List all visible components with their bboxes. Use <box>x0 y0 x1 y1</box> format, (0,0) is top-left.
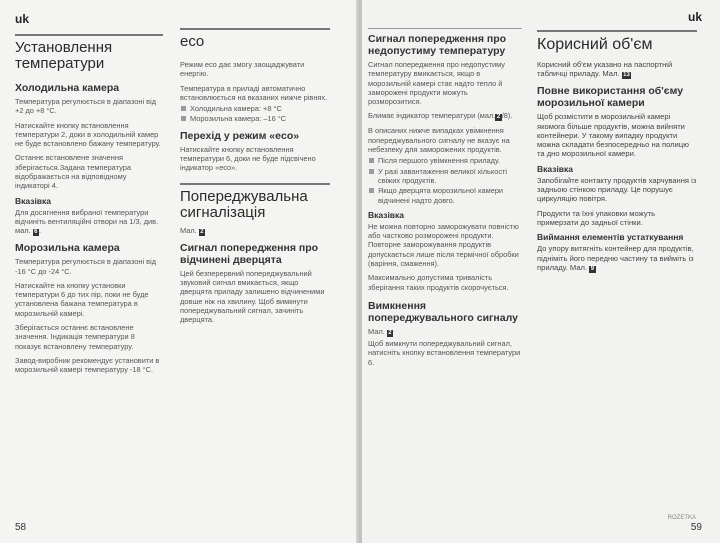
paragraph: Цей безперервний попереджувальний звуковий сигнал вмикається, якщо дверцята приладу залишено відчиненими довше ніж на хвилину. Щоб вимкнути попереджувальний сигнал, зачиніть дверцята. <box>180 268 325 325</box>
bullet-icon <box>369 158 374 163</box>
note-paragraph: Запобігайте контакту продуктів харчування із задньою стінкою приладу. Це порушує циркуляцію повітря. <box>537 175 697 204</box>
bullet-icon <box>369 188 374 193</box>
paragraph: Натискайте кнопку встановлення температури 2, доки в холодильній камер не буде встановлено бажану температуру. <box>15 120 161 149</box>
figure-ref-line: Мал. 2 <box>180 225 204 235</box>
subsection-heading: Сигнал попередження про недопустиму температуру <box>368 33 507 57</box>
page-number: 59 <box>690 522 702 533</box>
paragraph: Корисний об'єм указано на паспортній табличці приладу. Мал. 13 <box>537 60 673 79</box>
list-item: Після першого увімкнення приладу. <box>368 156 522 165</box>
section-title: Установлення температури <box>15 39 113 72</box>
note-paragraph: Для досягнення вибраної температури відчиніть вентиляційні отвори на 1/3, див. мал. 6 . <box>15 207 159 236</box>
paragraph: Натискайте на кнопку установки температури 6 до тих пір, поки не буде установлена бажана температура в морозильній камері. <box>15 280 149 318</box>
paragraph: Режим eco дає змогу заощаджувати енергію. <box>180 60 305 79</box>
section-rule <box>368 28 522 29</box>
section-rule <box>537 30 697 32</box>
paragraph: Температура регулюється в діапазоні від -16 °С до -24 °С. <box>15 257 157 276</box>
section-rule <box>180 183 330 185</box>
list-item: Якщо дверцята морозильної камери відчинені надто довго. <box>368 186 522 205</box>
paragraph: Щоб вимкнути попереджувальний сигнал, натисніть кнопку встановлення температури 6. <box>368 338 521 367</box>
figure-ref-line: Мал. 2 <box>368 326 392 336</box>
right-page <box>362 0 720 543</box>
note-paragraph: Не можна повторно заморожувати повністю або частково розморожені продукти. Повторне заморожування продуктів допускається лише після термічної обробки (варіння, смаження). <box>368 221 519 269</box>
left-column-2 <box>180 28 330 329</box>
note-heading: Вказівка <box>537 163 574 174</box>
right-column-1 <box>368 28 522 372</box>
right-column-2 <box>537 30 697 278</box>
language-tag: uk <box>687 10 702 24</box>
subsection-heading: Сигнал попередження про відчинені дверцята <box>180 241 319 266</box>
paragraph: Останнє встановлене значення зберігається.Задана температура відображається на відповідному індикаторі 4. <box>15 153 131 191</box>
note-heading: Вказівка <box>15 195 52 206</box>
paragraph: Зберігається останнє встановлене значення. Індикація температури 8 показує встановлену температуру. <box>15 323 135 351</box>
page-number: 58 <box>15 522 27 533</box>
figure-ref: 6 <box>34 229 38 236</box>
paragraph: Завод-виробник рекомендує установити в морозильній камері температуру -18 °С. <box>15 355 160 375</box>
subsection-heading: Повне використання об'єму морозильної камери <box>537 85 684 110</box>
language-tag: uk <box>15 12 30 26</box>
subsection-heading: Холодильна камера <box>15 82 120 94</box>
figure-ref: 2 <box>200 228 204 235</box>
subsection-heading: Морозильна камера <box>15 242 120 255</box>
subsection-heading: Перехід у режим «eco» <box>180 129 300 142</box>
list-item: Морозильна камера: –16 °C <box>180 114 330 123</box>
list-item: У разі завантаження великої кількості свіжих продуктів. <box>368 167 522 186</box>
figure-ref: 2 <box>388 329 392 336</box>
paragraph: Блимає індикатор температури (мал. 2 /8). <box>368 111 513 121</box>
note-heading: Вказівка <box>368 209 405 220</box>
figure-ref: 9 <box>590 265 595 272</box>
section-title: Корисний об'єм <box>537 36 653 53</box>
left-page <box>0 0 358 543</box>
left-column-1 <box>15 34 163 380</box>
section-rule <box>180 28 330 30</box>
subsection-heading: Вимкнення попереджувального сигналу <box>368 299 518 324</box>
paragraph: Температура регулюється в діапазоні від +2 до +8 °С. <box>15 97 157 116</box>
paragraph: Температура в приладі автоматично встановлюється на вказаних нижче рівнях. <box>180 83 328 102</box>
list-item: Холодильна камера: +8 °C <box>180 104 330 113</box>
note-paragraph: Продукти та їхні упаковки можуть примерзати до задньої стінки. <box>537 208 656 227</box>
bullet-icon <box>369 169 374 174</box>
bullet-icon <box>181 116 186 121</box>
section-rule <box>15 34 163 36</box>
paragraph: Натискайте кнопку встановлення температури 6, доки не буде підсвічено індикатор «eco». <box>180 144 316 173</box>
paragraph: Сигнал попередження про недопустиму температуру вмикається, якщо в морозильній камері стає надто тепло й заморожені продукти можуть розморозитися. <box>368 60 505 107</box>
section-title: eco <box>180 33 205 50</box>
note-paragraph: Максимально допустима тривалість зберігання таких продуктів скорочується. <box>368 273 509 292</box>
paragraph: До упору витягніть контейнер для продуктів, підніміть його передню частину та вийміть із приладу. Мал. 9 <box>537 244 694 272</box>
figure-ref: 13 <box>623 72 630 79</box>
watermark: ROZETKA <box>667 515 696 521</box>
paragraph: В описаних нижче випадках увімкнення попереджувального сигналу не вказує на небезпеку для заморожених продуктів. <box>368 126 510 155</box>
bullet-icon <box>181 106 186 111</box>
paragraph: Щоб розмістити в морозильній камері якомога більше продуктів, можна вийняти контейнери. У такому випадку продукти можна складати безпосередньо на полицю та дно морозильної камери. <box>537 112 689 159</box>
section-title: Попереджувальна сигналізація <box>180 187 308 221</box>
figure-ref: 2 <box>496 114 501 121</box>
subsection-heading: Виймання елементів устаткування <box>537 232 684 243</box>
